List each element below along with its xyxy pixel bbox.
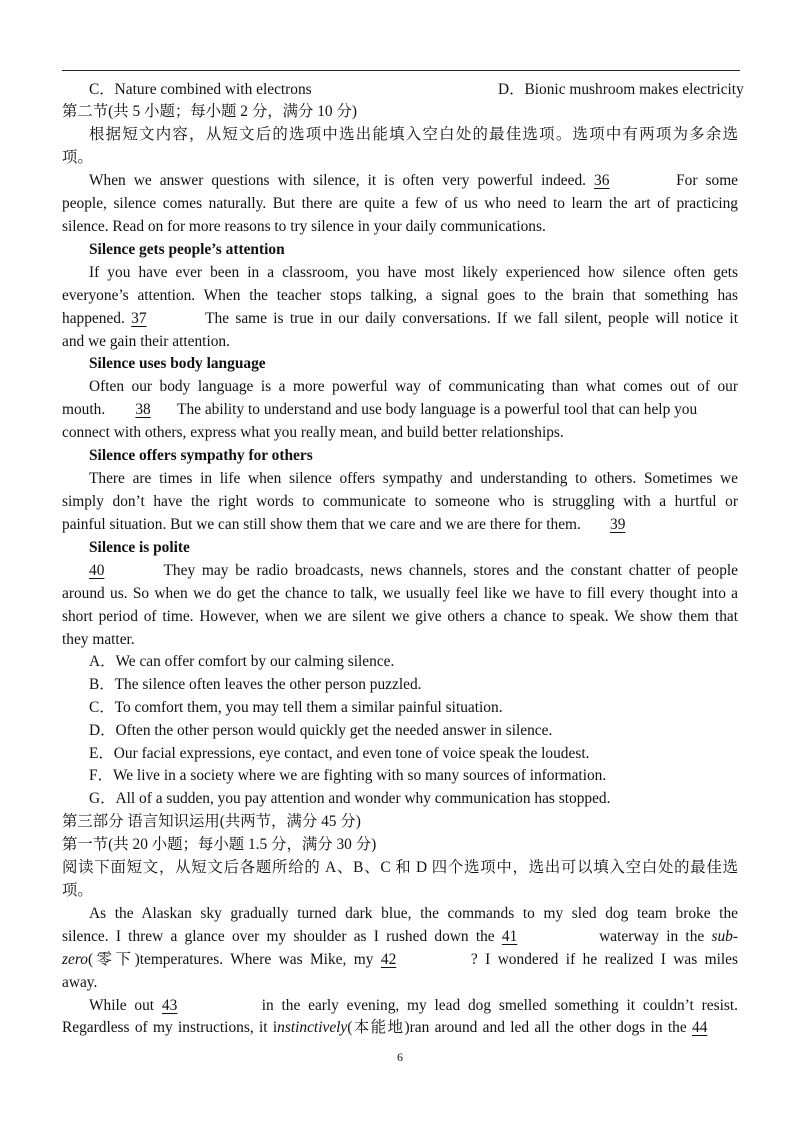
passage-line — [89, 560, 738, 582]
cloze-text: silence. I threw a glance over my shoulder as I rushed down the — [62, 928, 495, 945]
option-f[interactable]: F．We live in a society where we are fighting with so many sources of information. — [89, 767, 607, 784]
cloze-italic-text: zero — [62, 951, 88, 968]
passage-line: simply don’t have the right words to communicate to someone who is struggling with a hurtful or — [62, 493, 738, 510]
top-rule — [62, 70, 740, 71]
option-a[interactable]: A．We can offer comfort by our calming silence. — [89, 653, 395, 670]
cloze-line — [62, 949, 738, 971]
section2-instruction-cont: 项。 — [62, 149, 93, 166]
passage-text: For some — [676, 172, 738, 189]
option-d[interactable]: D．Often the other person would quickly get the needed answer in silence. — [89, 722, 553, 739]
passage-text: The same is true in our daily conversations. If we fall silent, people will notice it — [205, 310, 738, 327]
cloze-text: (本能地)ran around and led all the other dogs in the — [347, 1019, 687, 1036]
previous-options-row — [89, 79, 765, 101]
passage-line: they matter. — [62, 631, 135, 648]
passage-line — [62, 399, 738, 421]
passage-text: mouth. — [62, 401, 106, 418]
cloze-text: waterway in the — [599, 928, 705, 945]
option-c-prev: C．Nature combined with electrons — [89, 81, 312, 98]
option-d-prev: D．Bionic mushroom makes electricity — [498, 81, 744, 98]
heading-attention: Silence gets people’s attention — [89, 241, 285, 258]
option-g[interactable]: G．All of a sudden, you pay attention and wonder why communication has stopped. — [89, 790, 611, 807]
passage-line: There are times in life when silence offers sympathy and understanding to others. Sometimes we — [89, 470, 738, 487]
passage-line: connect with others, express what you really mean, and build better relationships. — [62, 424, 564, 441]
cloze-italic-text: nstinctively — [277, 1019, 348, 1036]
passage-line: around us. So when we do get the chance to talk, we usually feel like we have to fill every thought into a — [62, 585, 738, 602]
option-e[interactable]: E．Our facial expressions, eye contact, and even tone of voice speak the loudest. — [89, 745, 590, 762]
blank-36[interactable]: 36 — [594, 172, 610, 189]
passage-text: painful situation. But we can still show them that we care and we are there for them. — [62, 516, 581, 533]
passage-line — [62, 308, 738, 330]
passage-text: When we answer questions with silence, it is often very powerful indeed. — [89, 172, 586, 189]
cloze-text: in the early evening, my lead dog smelled something it couldn’t resist. — [261, 997, 738, 1014]
part3-title: 第三部分 语言知识运用(共两节，满分 45 分) — [62, 813, 361, 830]
blank-42[interactable]: 42 — [380, 951, 397, 968]
part3-instruction-cont: 项。 — [62, 882, 93, 899]
cloze-line — [89, 995, 738, 1017]
part3-section1-title: 第一节(共 20 小题；每小题 1.5 分，满分 30 分) — [62, 836, 377, 853]
passage-line: short period of time. However, when we are silent we give others a chance to speak. We show them that — [62, 608, 738, 625]
passage-line: people, silence comes naturally. But there are quite a few of us who need to learn the art of practicing — [62, 195, 738, 212]
blank-41[interactable]: 41 — [501, 928, 518, 945]
passage-line: Often our body language is a more powerful way of communicating than what comes out of our — [89, 378, 738, 395]
passage-line: silence. Read on for more reasons to try silence in your daily communications. — [62, 218, 546, 235]
heading-sympathy: Silence offers sympathy for others — [89, 447, 313, 464]
passage-line — [89, 170, 738, 192]
passage-text: happened. — [62, 310, 125, 327]
blank-44[interactable]: 44 — [692, 1019, 708, 1036]
section2-instruction: 根据短文内容，从短文后的选项中选出能填入空白处的最佳选项。选项中有两项为多余选 — [89, 126, 738, 143]
blank-39[interactable]: 39 — [610, 516, 626, 533]
part3-instruction: 阅读下面短文，从短文后各题所给的 A、B、C 和 D 四个选项中，选出可以填入空白处的最佳选 — [62, 859, 738, 876]
section2-title: 第二节(共 5 小题；每小题 2 分，满分 10 分) — [62, 103, 357, 120]
blank-38[interactable]: 38 — [135, 401, 151, 418]
heading-polite: Silence is polite — [89, 539, 190, 556]
passage-line — [62, 514, 738, 536]
cloze-text: ? I wondered if he realized I was miles — [470, 951, 738, 968]
option-b[interactable]: B．The silence often leaves the other person puzzled. — [89, 676, 422, 693]
page-number: 6 — [397, 1050, 403, 1064]
blank-37[interactable]: 37 — [131, 310, 147, 327]
cloze-line: away. — [62, 974, 98, 991]
cloze-text: While out — [89, 997, 155, 1014]
cloze-line — [62, 926, 738, 948]
cloze-text: Regardless of my instructions, it i — [62, 1019, 278, 1036]
heading-body-language: Silence uses body language — [89, 355, 266, 372]
passage-line: If you have ever been in a classroom, you have most likely experienced how silence often gets — [89, 264, 738, 281]
blank-43[interactable]: 43 — [161, 997, 178, 1014]
passage-line: everyone’s attention. When the teacher stops talking, a signal goes to the brain that something has — [62, 287, 738, 304]
cloze-italic-text: sub- — [711, 928, 738, 945]
passage-text: They may be radio broadcasts, news channels, stores and the constant chatter of people — [163, 562, 738, 579]
passage-line: and we gain their attention. — [62, 333, 230, 350]
cloze-line: As the Alaskan sky gradually turned dark blue, the commands to my sled dog team broke the — [89, 905, 738, 922]
blank-40[interactable]: 40 — [89, 562, 105, 579]
passage-text: The ability to understand and use body language is a powerful tool that can help you — [177, 401, 698, 418]
option-c[interactable]: C．To comfort them, you may tell them a similar painful situation. — [89, 699, 503, 716]
cloze-text: (零下)temperatures. Where was Mike, my — [87, 951, 374, 968]
cloze-line — [62, 1017, 738, 1039]
